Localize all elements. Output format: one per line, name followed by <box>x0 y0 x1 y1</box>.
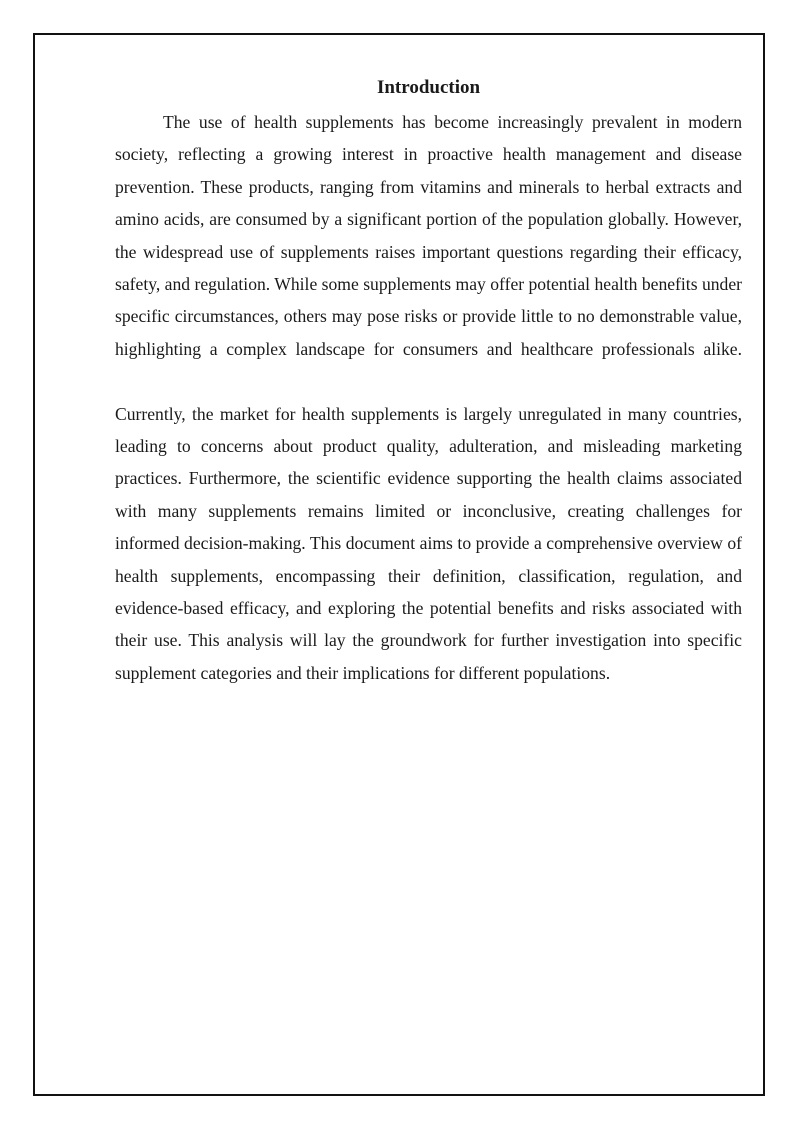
paragraph-1: The use of health supplements has become increasingly prevalent in modern society, reflecting a growing interest in proactive health management and disease prevention. These products, ranging from vitamins and minerals to herbal extracts and amino acids, are consumed by a significant portion of the population globally. However, the widespread use of supplements raises important questions regarding their efficacy, safety, and regulation. While some supplements may offer potential health benefits under specific circumstances, others may pose risks or provide little to no demonstrable value, highlighting a complex landscape for consumers and healthcare professionals alike. <box>115 112 743 359</box>
paragraph-spacer <box>115 365 742 397</box>
paragraph-2: Currently, the market for health supplements is largely unregulated in many countries, leading to concerns about product quality, adulteration, and misleading marketing practices. Furthermore, the scientific evidence supporting the health claims associated with many supplements remains limited or inconclusive, creating challenges for informed decision-making. This document aims to provide a comprehensive overview of health supplements, encompassing their definition, classification, regulation, and evidence-based efficacy, and exploring the potential benefits and risks associated with their use. This analysis will lay the groundwork for further investigation into specific supplement categories and their implications for different populations. <box>115 403 742 683</box>
section-heading: Introduction <box>376 77 481 98</box>
document-body <box>115 74 742 689</box>
